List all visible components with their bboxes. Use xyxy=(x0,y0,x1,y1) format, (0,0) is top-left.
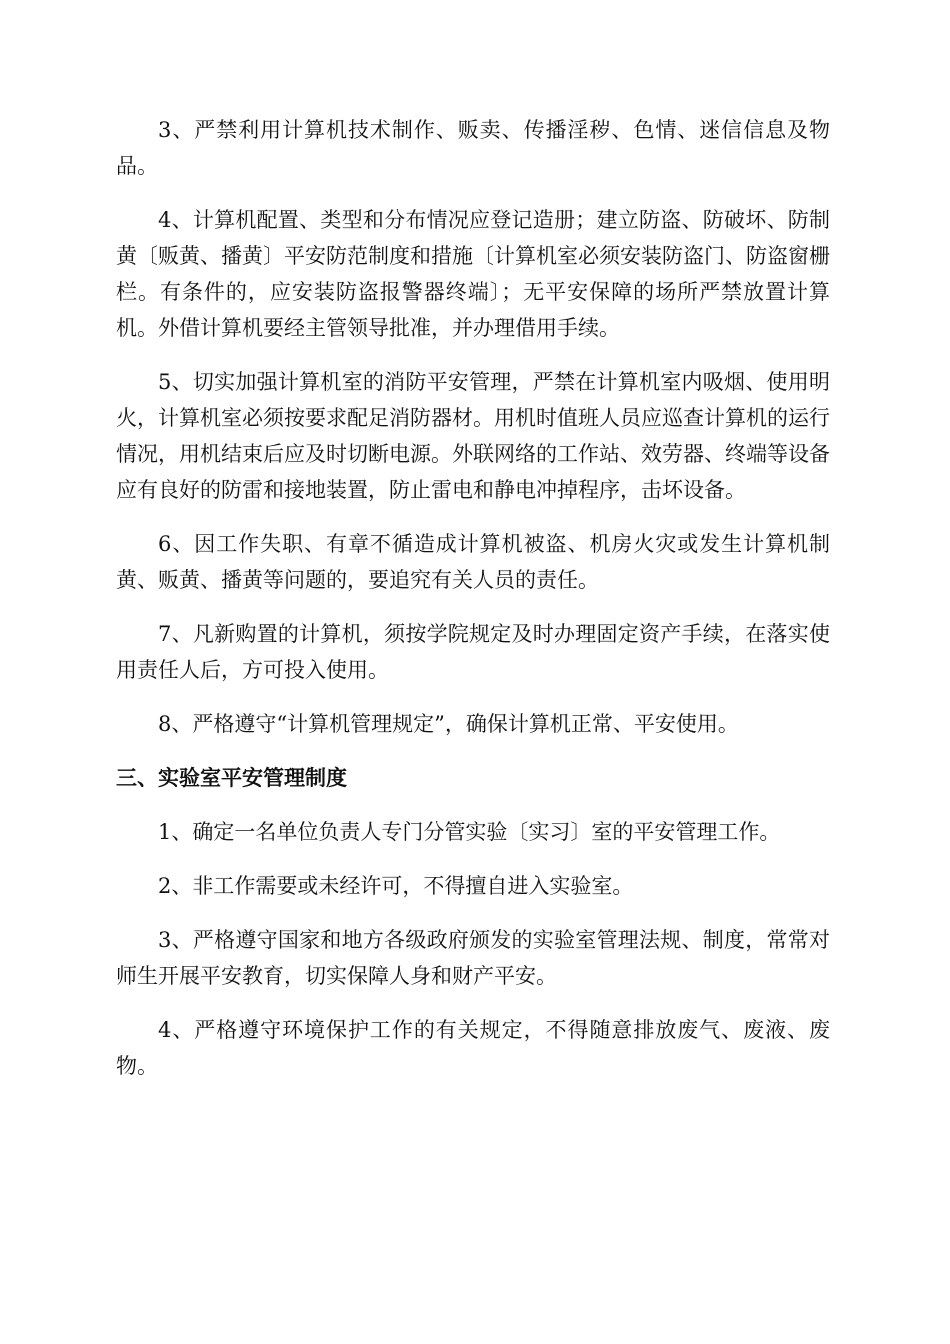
paragraph-item-8: 8、严格遵守“计算机管理规定”，确保计算机正常、平安使用。 xyxy=(158,712,739,736)
lab-rule-3: 3、严格遵守国家和地方各级政府颁发的实验室管理法规、制度，常常对师生开展平安教育，切实保障人身和财产平安。 xyxy=(116,928,830,988)
document-body xyxy=(116,112,830,1102)
paragraph-item-5: 5、切实加强计算机室的消防平安管理，严禁在计算机室内吸烟、使用明火，计算机室必须按要求配足消防器材。用机时值班人员应巡查计算机的运行情况，用机结束后应及时切断电源。外联网络的工作站、效劳器、终端等设备应有良好的防雷和接地装置，防止雷电和静电冲掉程序，击坏设备。 xyxy=(116,370,830,502)
paragraph-item-7: 7、凡新购置的计算机，须按学院规定及时办理固定资产手续，在落实使用责任人后，方可投入使用。 xyxy=(116,622,830,682)
lab-rule-2: 2、非工作需要或未经许可，不得擅自进入实验室。 xyxy=(158,874,634,898)
lab-rule-4: 4、严格遵守环境保护工作的有关规定，不得随意排放废气、废液、废物。 xyxy=(116,1018,830,1078)
paragraph-item-3: 3、严禁利用计算机技术制作、贩卖、传播淫秽、色情、迷信信息及物品。 xyxy=(116,118,830,178)
lab-rule-1: 1、确定一名单位负责人专门分管实验〔实习〕室的平安管理工作。 xyxy=(158,820,781,844)
paragraph-item-4: 4、计算机配置、类型和分布情况应登记造册；建立防盗、防破坏、防制黄〔贩黄、播黄〕平安防范制度和措施〔计算机室必须安装防盗门、防盗窗栅栏。有条件的，应安装防盗报警器终端〕；无平安保障的场所严禁放置计算机。外借计算机要经主管领导批准，并办理借用手续。 xyxy=(116,208,830,340)
section-heading: 三、实验室平安管理制度 xyxy=(116,766,347,790)
paragraph-item-6: 6、因工作失职、有章不循造成计算机被盗、机房火灾或发生计算机制黄、贩黄、播黄等问题的，要追究有关人员的责任。 xyxy=(116,532,830,592)
